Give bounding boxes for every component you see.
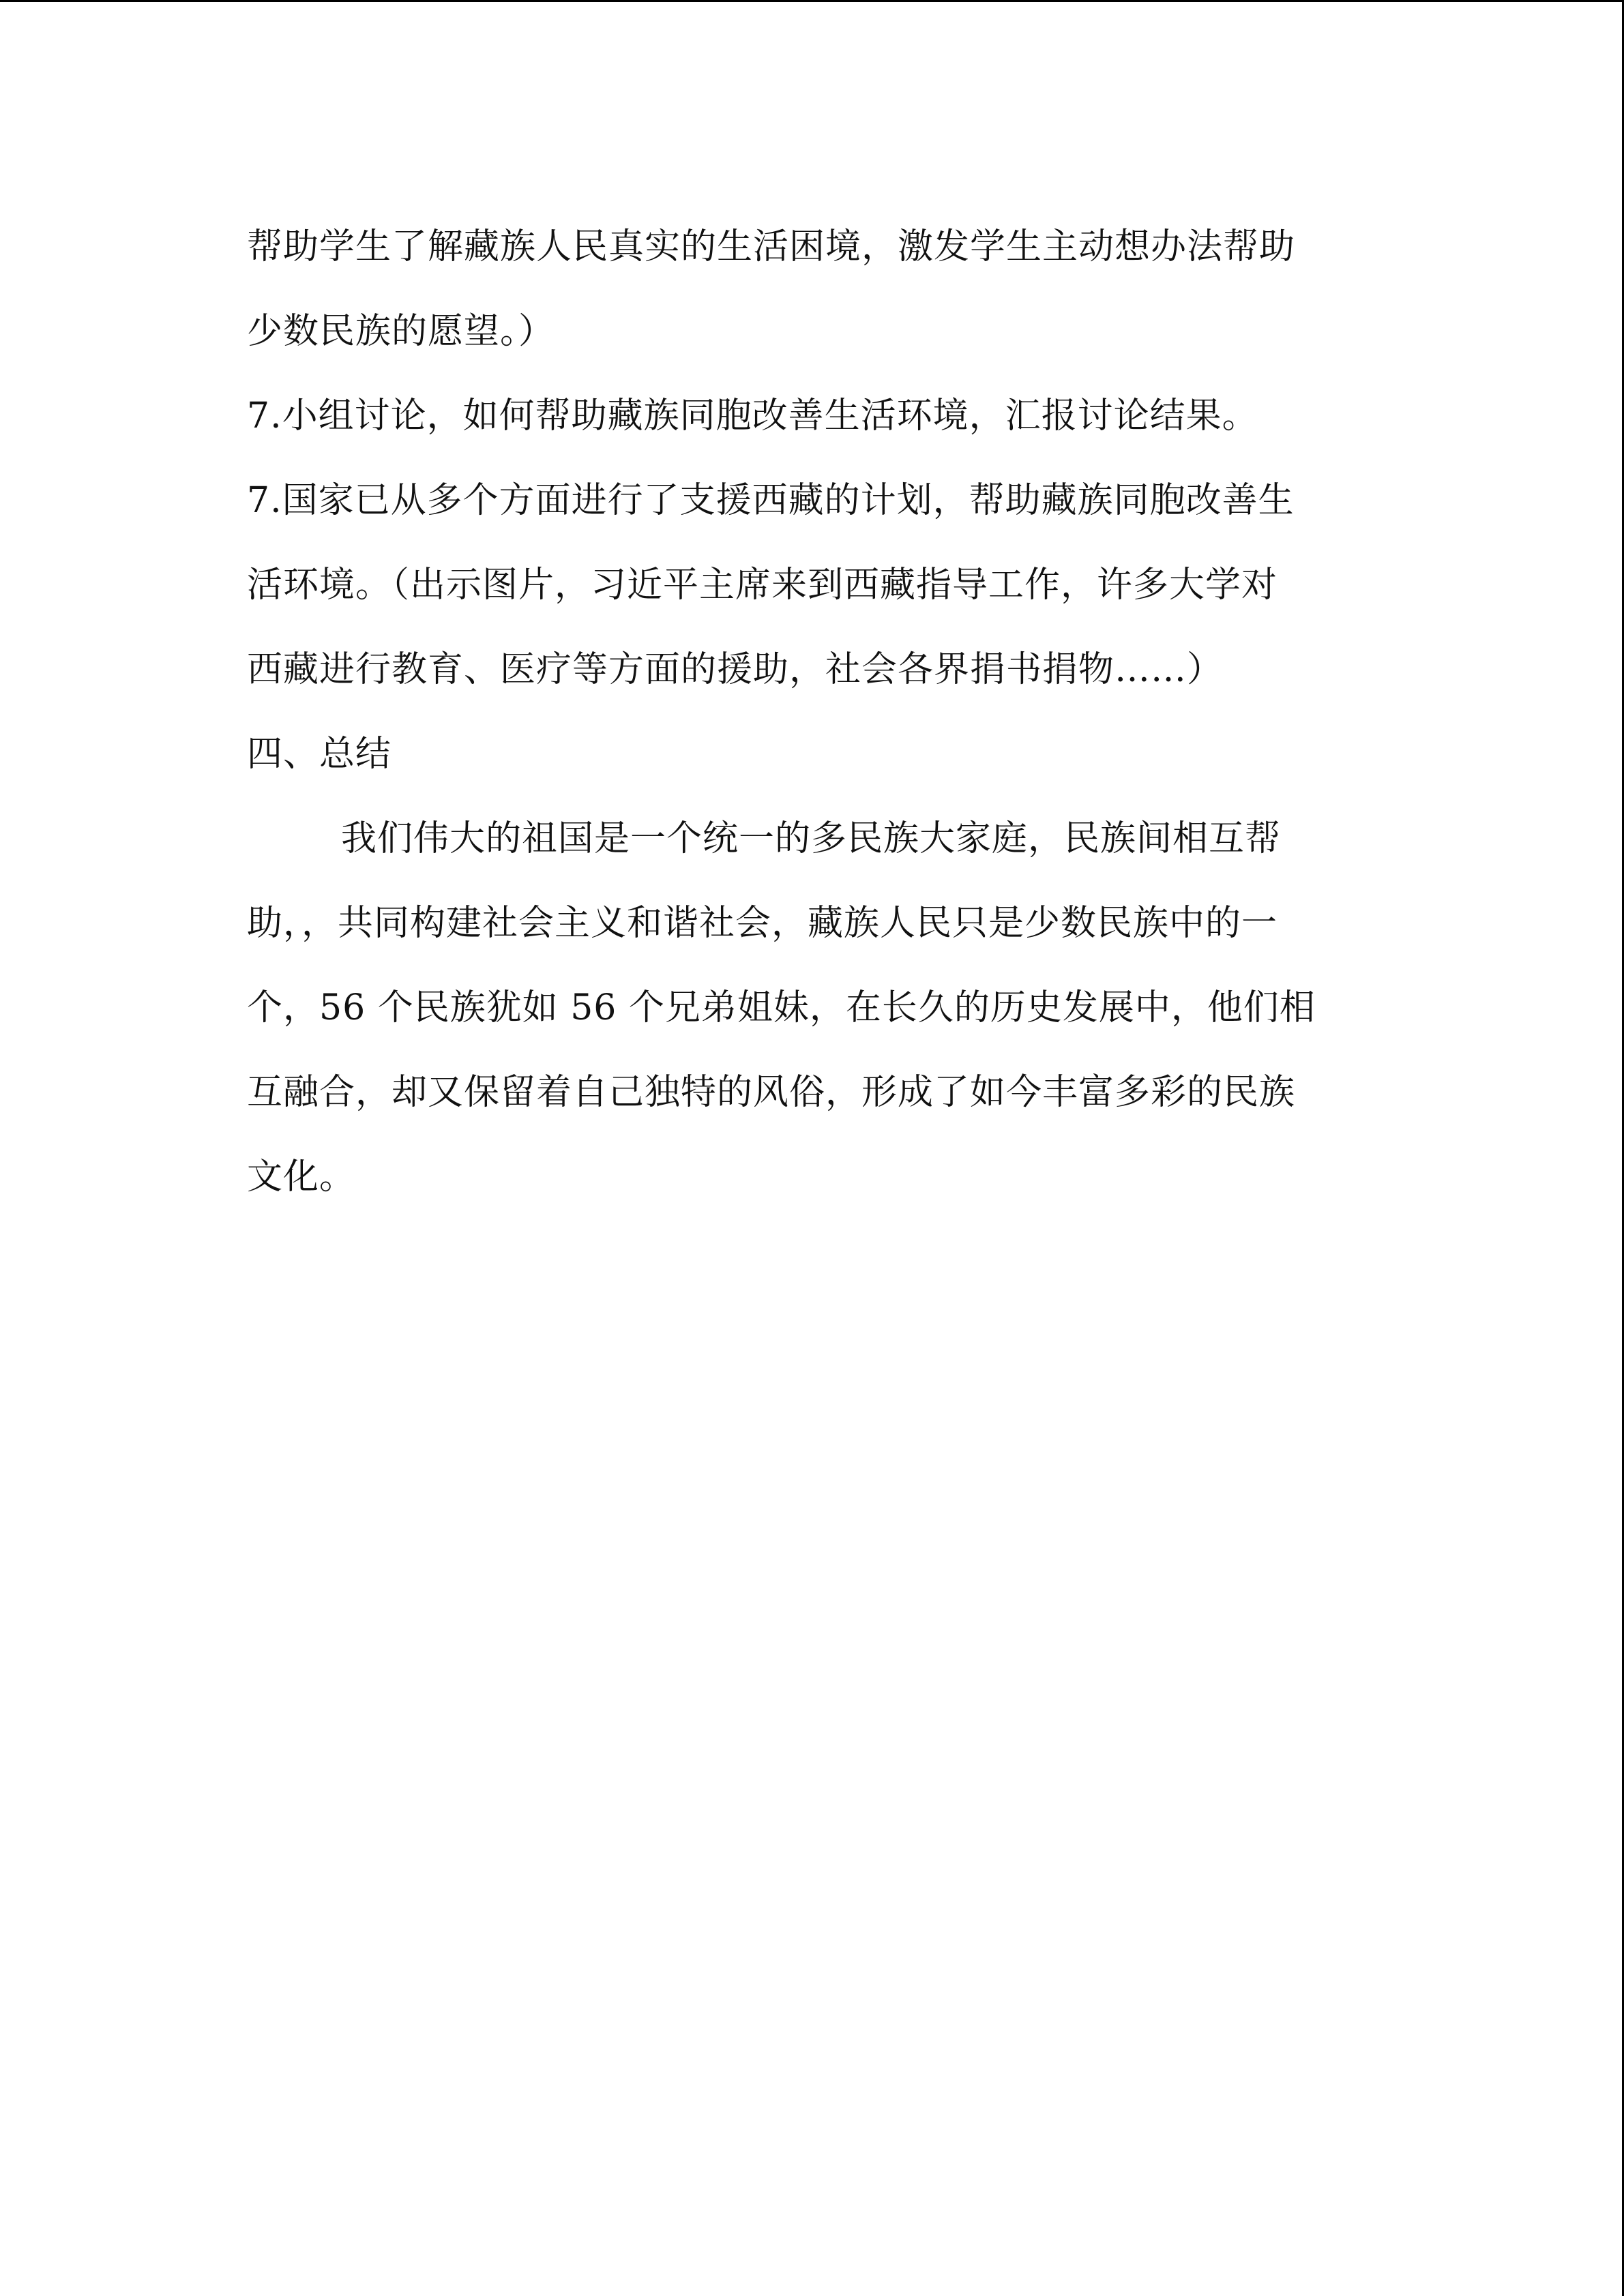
paragraph-line: 助，，共同构建社会主义和谐社会，藏族人民只是少数民族中的一 [247,903,1278,944]
page-border-top [0,0,1624,2]
paragraph-line: 互融合，却又保留着自己独特的风俗，形成了如今丰富多彩的民族 [247,1072,1296,1113]
section-heading: 四、总结 [247,734,392,775]
paragraph-line: 活环境。（出示图片，习近平主席来到西藏指导工作，许多大学对 [247,565,1278,606]
paragraph-line: 少数民族的愿望。） [247,311,555,352]
paragraph-line: 文化。 [247,1157,356,1197]
document-body [247,205,1365,1219]
paragraph-line: 我们伟大的祖国是一个统一的多民族大家庭，民族间相互帮 [341,818,1282,859]
list-item: 7.国家已从多个方面进行了支援西藏的计划，帮助藏族同胞改善生 [247,480,1295,521]
paragraph-line: 帮助学生了解藏族人民真实的生活困境，激发学生主动想办法帮助 [247,226,1296,267]
paragraph-line: 西藏进行教育、医疗等方面的援助，社会各界捐书捐物……） [247,649,1224,690]
paragraph-line: 个，56 个民族犹如 56 个兄弟姐妹，在长久的历史发展中，他们相 [247,987,1316,1028]
list-item: 7.小组讨论，如何帮助藏族同胞改善生活环境，汇报讨论结果。 [247,396,1258,436]
